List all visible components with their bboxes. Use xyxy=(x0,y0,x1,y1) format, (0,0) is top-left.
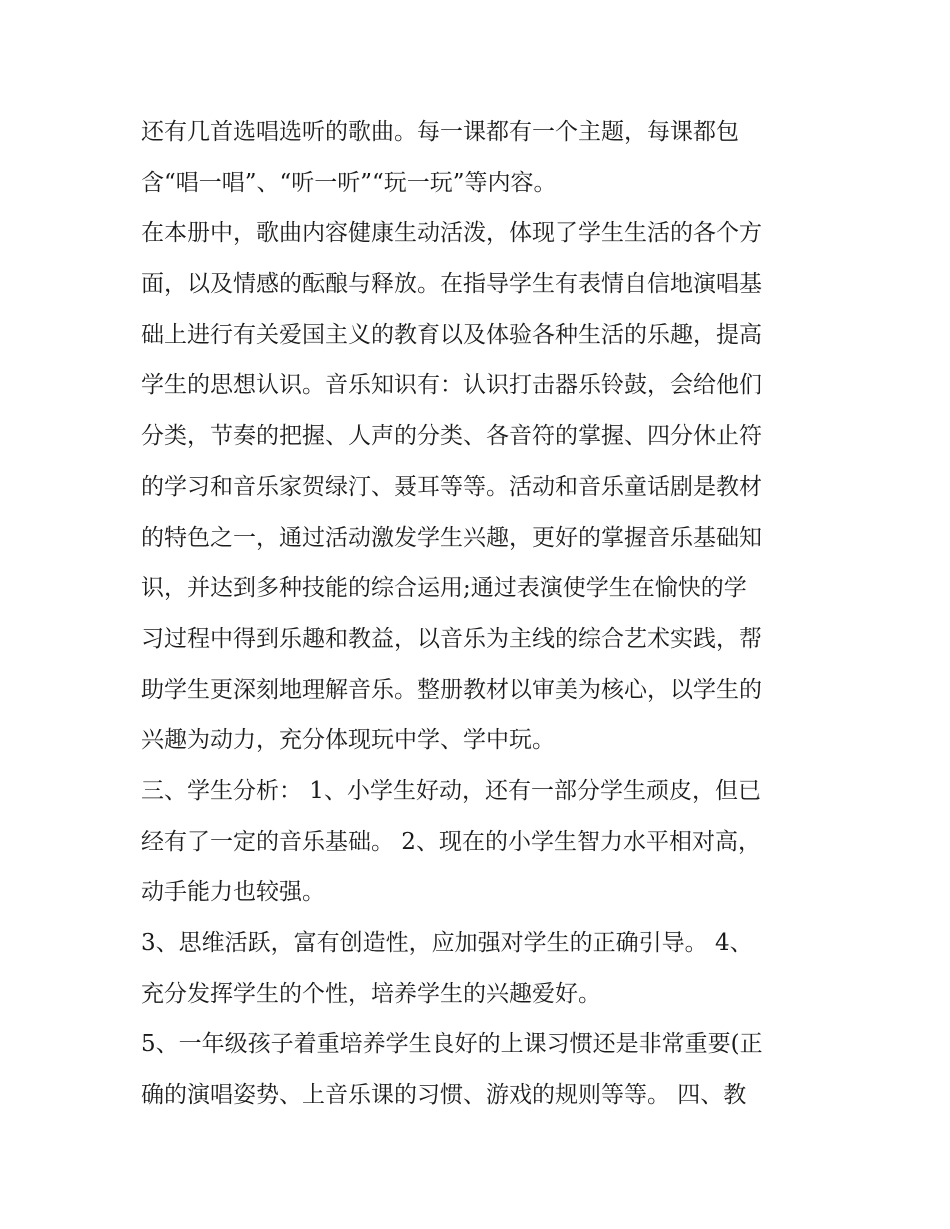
text-line: 还有几首选唱选听的歌曲。每一课都有一个主题，每课都包 xyxy=(141,119,739,145)
text-line: 充分发挥学生的个性，培养学生的兴趣爱好。 xyxy=(141,980,601,1007)
text-line: 学生的思想认识。音乐知识有：认识打击器乐铃鼓，会给他们 xyxy=(141,372,762,399)
text-line: 面，以及情感的酝酿与释放。在指导学生有表情自信地演唱基 xyxy=(141,271,762,298)
text-line: 兴趣为动力，充分体现玩中学、学中玩。 xyxy=(141,727,555,754)
text-line: 础上进行有关爱国主义的教育以及体验各种生活的乐趣，提高 xyxy=(141,321,762,348)
text-line: 含“唱一唱”、“听一听”“玩一玩”等内容。 xyxy=(141,169,557,196)
text-line: 5、一年级孩子着重培养学生良好的上课习惯还是非常重要(正 xyxy=(141,1031,763,1058)
document-body xyxy=(141,107,821,1121)
text-line: 分类，节奏的把握、人声的分类、各音符的掌握、四分休止符 xyxy=(141,423,762,450)
text-line: 助学生更深刻地理解音乐。整册教材以审美为核心，以学生的 xyxy=(141,676,762,703)
text-line: 确的演唱姿势、上音乐课的习惯、游戏的规则等等。 四、教 xyxy=(141,1082,747,1109)
text-line: 的学习和音乐家贺绿汀、聂耳等等。活动和音乐童话剧是教材 xyxy=(141,473,762,500)
text-line: 习过程中得到乐趣和教益，以音乐为主线的综合艺术实践，帮 xyxy=(141,625,762,652)
text-line: 在本册中，歌曲内容健康生动活泼，体现了学生生活的各个方 xyxy=(141,220,762,247)
text-line: 识，并达到多种技能的综合运用;通过表演使学生在愉快的学 xyxy=(141,575,747,602)
text-line: 3、思维活跃，富有创造性，应加强对学生的正确引导。 4、 xyxy=(141,930,753,956)
text-line: 经有了一定的音乐基础。 2、现在的小学生智力水平相对高， xyxy=(141,828,761,855)
text-line: 的特色之一，通过活动激发学生兴趣，更好的掌握音乐基础知 xyxy=(141,524,762,551)
text-line: 动手能力也较强。 xyxy=(141,879,325,906)
text-line: 三、学生分析： 1、小学生好动，还有一部分学生顽皮，但已 xyxy=(141,777,761,804)
